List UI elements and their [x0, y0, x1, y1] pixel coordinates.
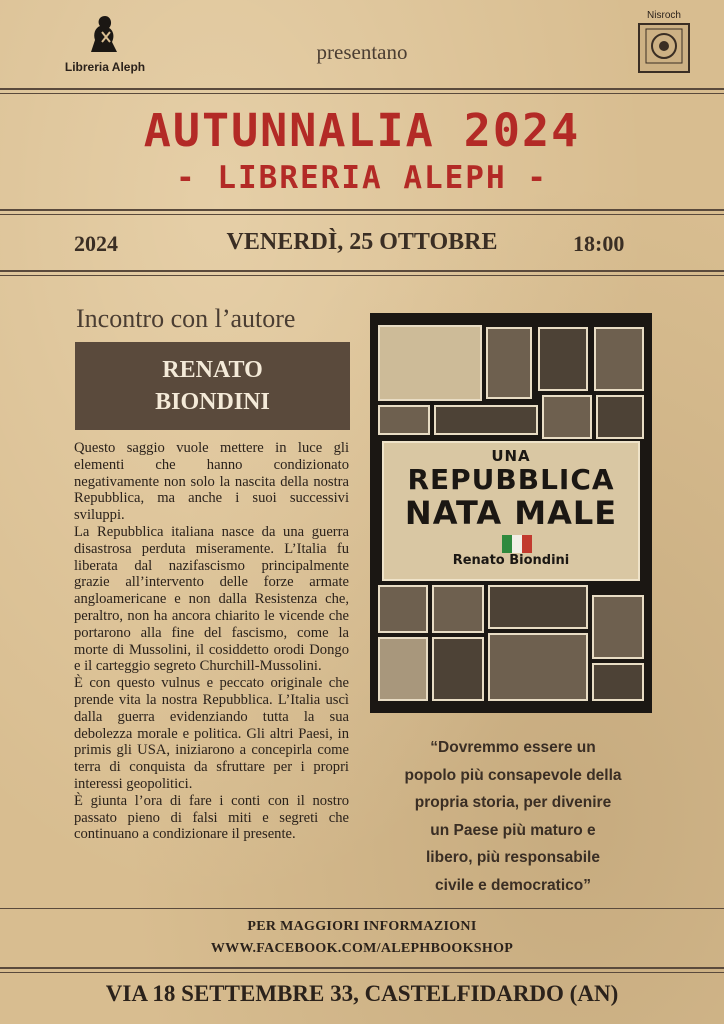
right-logo-name: Nisroch — [647, 10, 681, 21]
date-rule-thin — [0, 275, 724, 276]
title-rule-thin — [0, 214, 724, 215]
description-paragraph: Questo saggio vuole mettere in luce gli elementi che hanno condizionato negativamente non solo la nascita della nostra Repubblica, ma anche i suoi successivi sviluppi. — [74, 440, 349, 524]
book-author: Renato Biondini — [452, 553, 570, 568]
book-title-top: UNA — [491, 447, 531, 465]
quote-line: libero, più responsabile — [426, 849, 600, 866]
portrait-image — [592, 595, 644, 659]
author-first-name: RENATO — [162, 357, 263, 383]
portrait-image — [378, 637, 428, 701]
author-quote — [372, 734, 654, 899]
venue-address: VIA 18 SETTEMBRE 33, CASTELFIDARDO (AN) — [105, 981, 619, 1006]
portrait-image — [594, 327, 644, 391]
nisroch-logo — [632, 10, 696, 73]
book-title-mid: REPUBBLICA — [407, 463, 615, 496]
italian-flag-icon — [502, 535, 532, 553]
address-rule — [0, 967, 724, 969]
historic-photo — [434, 405, 538, 435]
book-title-panel — [382, 441, 640, 581]
historic-photo — [488, 633, 588, 701]
author-last-name: BIONDINI — [155, 389, 270, 415]
presenter-text: presentano — [316, 40, 408, 64]
description-paragraph: È giunta l’ora di fare i conti con il nostro passato pieno di falsi miti e segreti che continuano a condizionare il presente. — [74, 792, 349, 843]
portrait-image — [486, 327, 532, 399]
quote-line: propria storia, per divenire — [414, 794, 612, 811]
book-cover — [370, 313, 652, 713]
quote-line: “Dovremmo essere un — [430, 739, 596, 756]
nisroch-emblem-icon — [638, 23, 690, 73]
date-rule — [0, 270, 724, 272]
portrait-image — [378, 585, 428, 633]
facebook-link[interactable]: WWW.FACEBOOK.COM/ALEPHBOOKSHOP — [210, 941, 514, 956]
quote-line: popolo più consapevole della — [404, 766, 622, 784]
historic-photo — [596, 395, 644, 439]
quote-line: civile e democratico” — [435, 876, 591, 894]
portrait-image — [542, 395, 592, 439]
historic-photo — [592, 663, 644, 701]
portrait-image — [432, 637, 484, 701]
referendum-ballot-image — [378, 325, 482, 401]
info-heading: PER MAGGIORI INFORMAZIONI — [247, 919, 477, 934]
event-subtitle: - LIBRERIA ALEPH - — [176, 160, 548, 196]
footer-rule — [0, 908, 724, 909]
title-rule — [0, 209, 724, 211]
description-paragraph: È con questo vulnus e peccato originale che prende vita la nostra Repubblica. L’Italia uscì dalla guerra evidenziando tutta la sua debolezza morale e politica. Gli altri Paesi, in primis gli USA, iniziarono a concepirla come terra di conquista da sfruttare per i propri interessi geopolitici. — [74, 675, 349, 792]
top-rule — [0, 88, 724, 90]
top-rule-thin — [0, 93, 724, 94]
book-title-bottom: NATA MALE — [404, 494, 618, 532]
historic-photo — [378, 405, 430, 435]
event-title: AUTUNNALIA 2024 — [143, 104, 581, 157]
address-rule-thin — [0, 972, 724, 973]
description-paragraph: La Repubblica italiana nasce da una guerra disastrosa perduta miseramente. L’Italia fu liberata dal nazifascismo principalmente grazie all’intervento delle forze armate angloamericane e non dalla Resistenza che, peraltro, non ha ancora chiarito le vicende che portarono alla fine del fascismo, come la morte di Mussolini, il cosiddetto orodi Dongo e il carteggio segreto Churchill-Mussolini. — [74, 523, 349, 675]
event-date: VENERDÌ, 25 OTTOBRE — [226, 229, 498, 255]
left-logo-name: Libreria Aleph — [64, 60, 146, 74]
event-year: 2024 — [74, 231, 118, 256]
book-description — [74, 440, 349, 843]
event-time: 18:00 — [573, 231, 625, 256]
quote-line: un Paese più maturo e — [430, 821, 596, 839]
author-section-heading: Incontro con l’autore — [76, 304, 296, 333]
historic-photo — [488, 585, 588, 629]
author-name-box — [75, 342, 350, 430]
portrait-image — [432, 585, 484, 633]
portrait-image — [538, 327, 588, 391]
